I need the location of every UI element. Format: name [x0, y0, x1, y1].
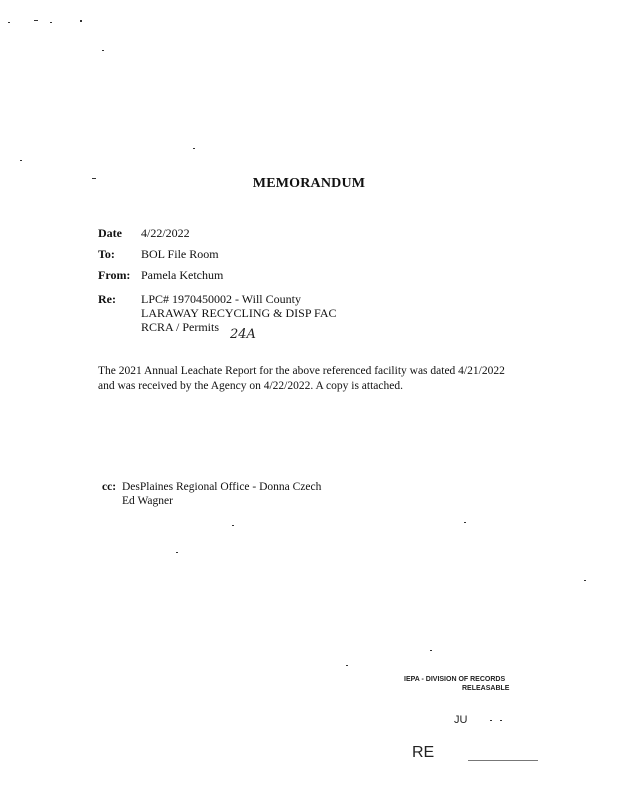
scan-speck — [80, 20, 82, 22]
memo-title: MEMORANDUM — [252, 176, 366, 191]
re-label: Re: — [98, 292, 116, 306]
to-value: BOL File Room — [141, 247, 219, 261]
handwritten-annotation: 24A — [230, 327, 256, 342]
stamp-re-fragment: RE — [412, 744, 435, 761]
from-value: Pamela Ketchum — [141, 268, 224, 282]
scan-speck — [50, 22, 52, 23]
scan-speck — [8, 22, 10, 23]
date-value: 4/22/2022 — [141, 226, 190, 240]
stamp-releasable: RELEASABLE — [462, 685, 510, 692]
scan-speck — [584, 580, 586, 581]
to-label: To: — [98, 247, 115, 261]
cc-line-wagner: Ed Wagner — [122, 495, 173, 507]
scan-speck — [232, 525, 234, 526]
from-label: From: — [98, 268, 131, 282]
memo-body: The 2021 Annual Leachate Report for the above referenced facility was dated 4/21/2022 and was received by the Agency on 4/22/2022. A copy is attached. — [98, 365, 505, 392]
re-line-category: RCRA / Permits — [141, 320, 220, 334]
stamp-speck — [500, 720, 502, 721]
scan-speck — [20, 160, 22, 161]
stamp-division: IEPA - DIVISION OF RECORDS — [404, 676, 506, 683]
date-label: Date — [98, 226, 122, 240]
scan-speck — [430, 650, 432, 651]
stamp-speck — [468, 760, 538, 761]
scan-speck — [464, 522, 466, 523]
scan-speck — [346, 665, 348, 666]
scan-speck — [102, 50, 104, 51]
cc-label: cc: — [102, 481, 117, 493]
stamp-speck — [490, 720, 492, 721]
re-line-lpc: LPC# 1970450002 - Will County — [141, 292, 301, 306]
scan-speck — [34, 20, 38, 21]
scan-speck — [176, 552, 178, 553]
scan-speck — [193, 148, 195, 149]
cc-line-regional: DesPlaines Regional Office - Donna Czech — [122, 481, 322, 493]
stamp-date-fragment: JU — [454, 714, 468, 726]
re-line-facility: LARAWAY RECYCLING & DISP FAC — [141, 306, 337, 320]
